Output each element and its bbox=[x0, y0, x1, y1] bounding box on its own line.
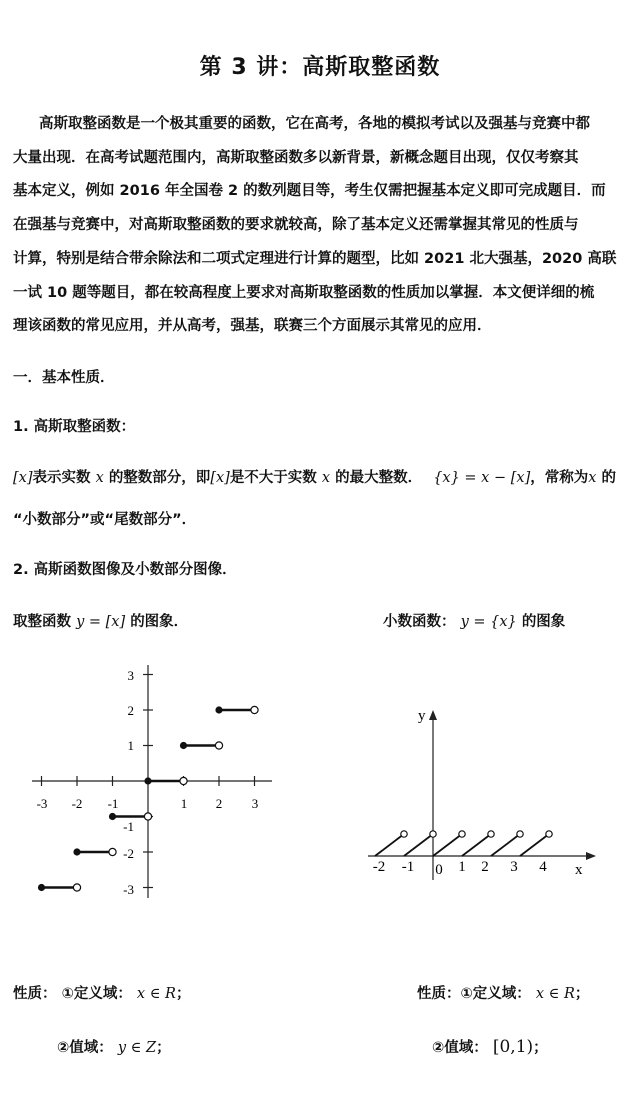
range-expression: y ∈ Z bbox=[117, 1040, 157, 1056]
open-endpoint bbox=[73, 884, 80, 891]
domain-label: ①定义域： bbox=[460, 986, 531, 1002]
open-endpoint bbox=[251, 706, 258, 713]
item-heading-1: 1. 高斯取整函数： bbox=[13, 419, 136, 435]
right-properties-domain bbox=[417, 982, 589, 1003]
left-properties-domain bbox=[13, 982, 190, 1003]
open-endpoint bbox=[401, 831, 407, 837]
floor-function-graph bbox=[20, 660, 280, 910]
item-heading-2: 2. 高斯函数图像及小数部分图像． bbox=[13, 562, 237, 578]
open-endpoint bbox=[488, 831, 494, 837]
caption-text: 取整函数 bbox=[13, 614, 71, 630]
separator: ； bbox=[574, 986, 590, 1002]
y-tick-labels bbox=[123, 668, 134, 897]
open-endpoint bbox=[109, 848, 116, 855]
closed-endpoint bbox=[73, 848, 80, 855]
range-label: ②值域： bbox=[432, 1040, 488, 1056]
ramp-segment bbox=[433, 836, 460, 857]
property-label: 性质： bbox=[13, 986, 57, 1002]
fractional-part-formula: {x} = x − [x] bbox=[433, 470, 531, 486]
closed-endpoint bbox=[180, 742, 187, 749]
var-x: x bbox=[95, 470, 104, 486]
y-tick-label: 1 bbox=[127, 738, 134, 753]
ramp-segment bbox=[375, 836, 402, 857]
open-endpoint bbox=[215, 742, 222, 749]
floor-notation: [x] bbox=[13, 470, 33, 486]
range-label: ②值域： bbox=[57, 1040, 113, 1056]
caption-text: 的图象 bbox=[521, 614, 566, 630]
x-tick-label: -2 bbox=[372, 859, 386, 875]
ramp-segment bbox=[491, 836, 518, 857]
fractional-part-graph bbox=[360, 700, 610, 885]
separator: ； bbox=[156, 1040, 171, 1056]
x-tick-label: 3 bbox=[510, 859, 518, 875]
x-tick-label: 2 bbox=[215, 796, 223, 811]
x-tick-label: 4 bbox=[539, 859, 547, 875]
y-tick-label: 3 bbox=[127, 668, 134, 683]
open-endpoint bbox=[459, 831, 465, 837]
left-properties-range bbox=[57, 1036, 171, 1057]
separator: ； bbox=[175, 986, 191, 1002]
def-text: 的 bbox=[601, 470, 616, 486]
intro-line: 计算，特别是结合带余除法和二项式定理进行计算的题型，比如 2021 北大强基，2020 高联 bbox=[13, 250, 617, 267]
open-endpoint bbox=[144, 813, 151, 820]
var-x: x bbox=[588, 470, 597, 486]
property-label: 性质： bbox=[417, 986, 461, 1002]
open-endpoint bbox=[180, 777, 187, 784]
y-axis-arrow bbox=[429, 710, 437, 720]
x-tick-label: -1 bbox=[401, 859, 415, 875]
domain-expression: x ∈ R bbox=[535, 986, 575, 1002]
caption-text: 的图象． bbox=[130, 614, 189, 630]
x-axis-arrow bbox=[586, 852, 596, 860]
x-tick-labels bbox=[373, 859, 548, 878]
x-tick-label: 1 bbox=[180, 796, 188, 811]
definition-line-1 bbox=[13, 466, 616, 487]
left-graph-caption bbox=[13, 610, 188, 631]
def-text: 表示实数 bbox=[32, 470, 91, 486]
ramp-segments bbox=[375, 831, 552, 856]
open-endpoint bbox=[430, 831, 436, 837]
intro-paragraph bbox=[13, 108, 625, 344]
floor-notation: [x] bbox=[210, 470, 230, 486]
var-x: x bbox=[321, 470, 331, 486]
intro-line: 一试 10 题等题目，都在较高程度上要求对高斯取整函数的性质加以掌握．本文便详细的梳 bbox=[13, 284, 595, 301]
def-text: 的整数部分，即 bbox=[108, 470, 211, 486]
def-text: ，常称为 bbox=[530, 470, 589, 486]
x-axis-label: x bbox=[575, 862, 583, 878]
intro-line: 在强基与竞赛中，对高斯取整函数的要求就较高，除了基本定义还需掌握其常见的性质与 bbox=[13, 217, 579, 234]
domain-label: ①定义域： bbox=[61, 986, 132, 1002]
ramp-segment bbox=[462, 836, 489, 857]
y-tick-label: -1 bbox=[123, 819, 134, 834]
y-axis-label: y bbox=[418, 708, 426, 724]
domain-expression: x ∈ R bbox=[136, 986, 176, 1002]
closed-endpoint bbox=[109, 813, 116, 820]
range-expression: [0,1) bbox=[492, 1037, 534, 1057]
def-text: 是不大于实数 bbox=[229, 470, 317, 486]
caption-text: 小数函数： bbox=[383, 614, 456, 630]
x-tick-label: 3 bbox=[251, 796, 259, 811]
section-heading: 一．基本性质． bbox=[13, 370, 115, 386]
open-endpoint bbox=[546, 831, 552, 837]
y-tick-label: -2 bbox=[123, 846, 134, 861]
closed-endpoint bbox=[38, 884, 45, 891]
x-tick-label: -1 bbox=[107, 796, 119, 811]
ramp-segment bbox=[404, 836, 431, 857]
separator: ； bbox=[533, 1040, 548, 1056]
fractional-function-formula: y = {x} bbox=[460, 614, 517, 630]
x-tick-label: -2 bbox=[71, 796, 83, 811]
x-tick-label: 1 bbox=[458, 859, 466, 875]
intro-line: 大量出现．在高考试题范围内，高斯取整函数多以新背景，新概念题目出现，仅仅考察其 bbox=[13, 149, 579, 166]
def-text: 的最大整数． bbox=[335, 470, 423, 486]
closed-endpoint bbox=[144, 777, 151, 784]
y-tick-label: 2 bbox=[127, 703, 134, 718]
intro-line: 理该函数的常见应用，并从高考，强基，联赛三个方面展示其常见的应用． bbox=[13, 318, 492, 335]
open-endpoint bbox=[517, 831, 523, 837]
intro-line: 高斯取整函数是一个极其重要的函数，它在高考，各地的模拟考试以及强基与竞赛中都 bbox=[39, 116, 590, 132]
page-title: 第 3 讲：高斯取整函数 bbox=[199, 55, 441, 80]
x-tick-label: 0 bbox=[435, 862, 443, 878]
x-tick-label: -3 bbox=[36, 796, 48, 811]
closed-endpoint bbox=[215, 706, 222, 713]
ramp-segment bbox=[520, 836, 547, 857]
floor-function-formula: y = [x] bbox=[76, 614, 126, 630]
intro-line: 基本定义，例如 2016 年全国卷 2 的数列题目等，考生仅需把握基本定义即可完成题目．而 bbox=[13, 183, 606, 200]
right-graph-caption bbox=[383, 610, 565, 631]
definition-line-2: “小数部分”或“尾数部分”． bbox=[13, 512, 197, 528]
x-tick-label: 2 bbox=[481, 859, 489, 875]
y-tick-label: -3 bbox=[123, 882, 134, 897]
right-properties-range bbox=[432, 1036, 548, 1057]
